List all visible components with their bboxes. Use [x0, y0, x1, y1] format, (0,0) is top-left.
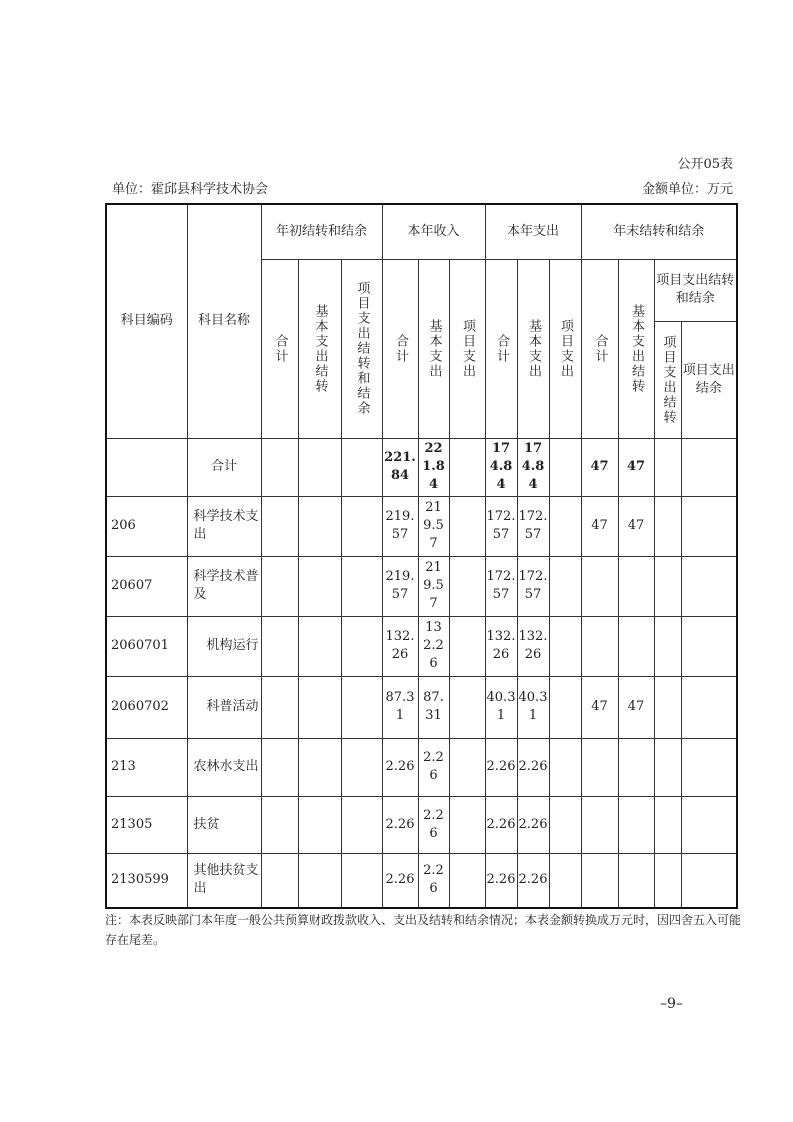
- cell-out-basic: 2.26: [517, 853, 549, 908]
- cell-in-total: 221.84: [382, 438, 418, 496]
- table-row: [106, 796, 737, 853]
- cell-out-total: 2.26: [485, 738, 517, 796]
- cell-out-proj: [549, 496, 581, 556]
- cell-c2: [298, 676, 341, 738]
- cell-in-proj: [449, 676, 485, 738]
- cell-in-proj: [449, 616, 485, 676]
- cell-c1: [261, 853, 298, 908]
- cell-end-basic: 47: [618, 438, 654, 496]
- cell-in-proj: [449, 556, 485, 616]
- cell-in-basic: 2.26: [418, 853, 449, 908]
- cell-end-pb: [681, 796, 737, 853]
- cell-end-basic: [618, 738, 654, 796]
- cell-in-total: 2.26: [382, 738, 418, 796]
- cell-end-pb: [681, 556, 737, 616]
- cell-end-pb: [681, 616, 737, 676]
- unit-name: 单位：霍邱县科学技术协会: [112, 182, 269, 197]
- cell-c1: [261, 738, 298, 796]
- table-row: [106, 496, 737, 556]
- header-closing-project-balance: 项目支出结余: [681, 321, 737, 438]
- header-opening: 年初结转和结余: [261, 204, 382, 259]
- cell-in-basic: 219.57: [418, 556, 449, 616]
- cell-end-pb: [681, 496, 737, 556]
- cell-out-total: 132.26: [485, 616, 517, 676]
- cell-code: 2060701: [106, 616, 187, 676]
- header-expense-project: 项目支出: [558, 318, 573, 379]
- cell-out-basic: 172.57: [517, 556, 549, 616]
- header-opening-basic: 基本支出结转: [312, 303, 328, 394]
- cell-out-proj: [549, 738, 581, 796]
- cell-out-basic: 40.31: [517, 676, 549, 738]
- cell-out-basic: 2.26: [517, 738, 549, 796]
- cell-name: 科学技术普及: [187, 556, 261, 616]
- cell-end-pb: [681, 438, 737, 496]
- cell-in-proj: [449, 853, 485, 908]
- cell-out-basic: 172.57: [517, 496, 549, 556]
- cell-in-basic: 221.84: [418, 438, 449, 496]
- cell-out-total: 172.57: [485, 556, 517, 616]
- cell-name: 合计: [187, 438, 261, 496]
- cell-name: 其他扶贫支出: [187, 853, 261, 908]
- cell-c2: [298, 796, 341, 853]
- cell-end-basic: [618, 616, 654, 676]
- cell-out-proj: [549, 796, 581, 853]
- cell-c2: [298, 496, 341, 556]
- cell-name: 扶贫: [187, 796, 261, 853]
- header-name: 科目名称: [187, 204, 261, 438]
- header-income: 本年收入: [382, 204, 485, 259]
- cell-in-basic: 132.26: [418, 616, 449, 676]
- cell-in-basic: 87.31: [418, 676, 449, 738]
- cell-c2: [298, 616, 341, 676]
- table-row: [106, 738, 737, 796]
- cell-name: 科普活动: [187, 676, 261, 738]
- cell-in-total: 2.26: [382, 853, 418, 908]
- cell-out-total: 2.26: [485, 853, 517, 908]
- cell-end-pb: [681, 676, 737, 738]
- header-expense-total: 合计: [494, 333, 509, 364]
- cell-out-proj: [549, 676, 581, 738]
- cell-out-total: 174.84: [485, 438, 517, 496]
- cell-c2: [298, 438, 341, 496]
- header-income-basic: 基本支出: [426, 318, 442, 379]
- cell-code: 21305: [106, 796, 187, 853]
- cell-end-pc: [654, 496, 681, 556]
- cell-in-basic: 2.26: [418, 738, 449, 796]
- cell-out-proj: [549, 853, 581, 908]
- cell-name: 农林水支出: [187, 738, 261, 796]
- cell-c3: [341, 496, 382, 556]
- cell-code: 213: [106, 738, 187, 796]
- cell-code: 2060702: [106, 676, 187, 738]
- cell-end-basic: 47: [618, 496, 654, 556]
- cell-end-pc: [654, 676, 681, 738]
- cell-c3: [341, 853, 382, 908]
- table-row: [106, 616, 737, 676]
- header-expense: 本年支出: [485, 204, 581, 259]
- cell-end-total: [581, 616, 618, 676]
- cell-out-proj: [549, 438, 581, 496]
- cell-c1: [261, 556, 298, 616]
- cell-out-basic: 174.84: [517, 438, 549, 496]
- cell-end-total: [581, 853, 618, 908]
- header-closing-basic: 基本支出结转: [629, 303, 644, 394]
- cell-end-basic: [618, 556, 654, 616]
- cell-in-proj: [449, 496, 485, 556]
- cell-c3: [341, 438, 382, 496]
- cell-in-proj: [449, 438, 485, 496]
- table-note: 注：本表反映部门本年度一般公共预算财政拨款收入、支出及结转和结余情况；本表金额转换成万元时，因四舍五入可能存在尾差。: [105, 913, 742, 947]
- cell-c3: [341, 556, 382, 616]
- cell-code: [106, 438, 187, 496]
- cell-c3: [341, 738, 382, 796]
- cell-end-basic: [618, 853, 654, 908]
- cell-out-proj: [549, 556, 581, 616]
- cell-c1: [261, 676, 298, 738]
- header-closing-total: 合计: [592, 333, 608, 364]
- cell-c1: [261, 616, 298, 676]
- cell-in-basic: 2.26: [418, 796, 449, 853]
- cell-c2: [298, 738, 341, 796]
- cell-in-total: 219.57: [382, 496, 418, 556]
- header-income-total: 合计: [393, 333, 408, 364]
- header-closing: 年末结转和结余: [581, 204, 737, 259]
- cell-name: 科学技术支出: [187, 496, 261, 556]
- cell-in-proj: [449, 796, 485, 853]
- cell-end-basic: [618, 796, 654, 853]
- cell-end-total: 47: [581, 496, 618, 556]
- cell-c1: [261, 496, 298, 556]
- cell-end-total: [581, 556, 618, 616]
- cell-end-basic: 47: [618, 676, 654, 738]
- cell-code: 2130599: [106, 853, 187, 908]
- table-row: [106, 853, 737, 908]
- cell-out-basic: 2.26: [517, 796, 549, 853]
- table-row: [106, 556, 737, 616]
- cell-end-total: 47: [581, 676, 618, 738]
- table-row: [106, 676, 737, 738]
- cell-c3: [341, 796, 382, 853]
- cell-out-total: 2.26: [485, 796, 517, 853]
- cell-end-pc: [654, 556, 681, 616]
- cell-in-proj: [449, 738, 485, 796]
- cell-out-basic: 132.26: [517, 616, 549, 676]
- cell-in-total: 2.26: [382, 796, 418, 853]
- cell-end-pc: [654, 438, 681, 496]
- cell-end-total: [581, 796, 618, 853]
- cell-end-total: [581, 738, 618, 796]
- cell-end-pc: [654, 853, 681, 908]
- cell-code: 206: [106, 496, 187, 556]
- cell-name: 机构运行: [187, 616, 261, 676]
- cell-out-total: 172.57: [485, 496, 517, 556]
- header-code: 科目编码: [106, 204, 187, 438]
- table-row: [106, 438, 737, 496]
- cell-c2: [298, 853, 341, 908]
- form-number: 公开05表: [677, 157, 733, 172]
- cell-end-pc: [654, 616, 681, 676]
- cell-c2: [298, 556, 341, 616]
- cell-end-pc: [654, 796, 681, 853]
- header-opening-project: 项目支出结转和结余: [354, 281, 370, 416]
- header-closing-project-carry: 项目支出结转: [660, 334, 676, 425]
- header-expense-basic: 基本支出: [526, 318, 541, 379]
- cell-end-pb: [681, 853, 737, 908]
- cell-end-total: 47: [581, 438, 618, 496]
- cell-end-pb: [681, 738, 737, 796]
- cell-out-proj: [549, 616, 581, 676]
- cell-c1: [261, 796, 298, 853]
- cell-in-total: 87.31: [382, 676, 418, 738]
- cell-code: 20607: [106, 556, 187, 616]
- fiscal-table: [105, 203, 738, 909]
- cell-in-basic: 219.57: [418, 496, 449, 556]
- amount-unit: 金额单位：万元: [641, 182, 733, 197]
- page-number: –9–: [660, 996, 683, 1012]
- cell-c3: [341, 676, 382, 738]
- cell-in-total: 219.57: [382, 556, 418, 616]
- header-closing-project-group: 项目支出结转和结余: [654, 259, 737, 321]
- header-income-project: 项目支出: [460, 318, 475, 379]
- cell-c3: [341, 616, 382, 676]
- header-opening-total: 合计: [272, 333, 288, 364]
- cell-c1: [261, 438, 298, 496]
- cell-in-total: 132.26: [382, 616, 418, 676]
- cell-end-pc: [654, 738, 681, 796]
- cell-out-total: 40.31: [485, 676, 517, 738]
